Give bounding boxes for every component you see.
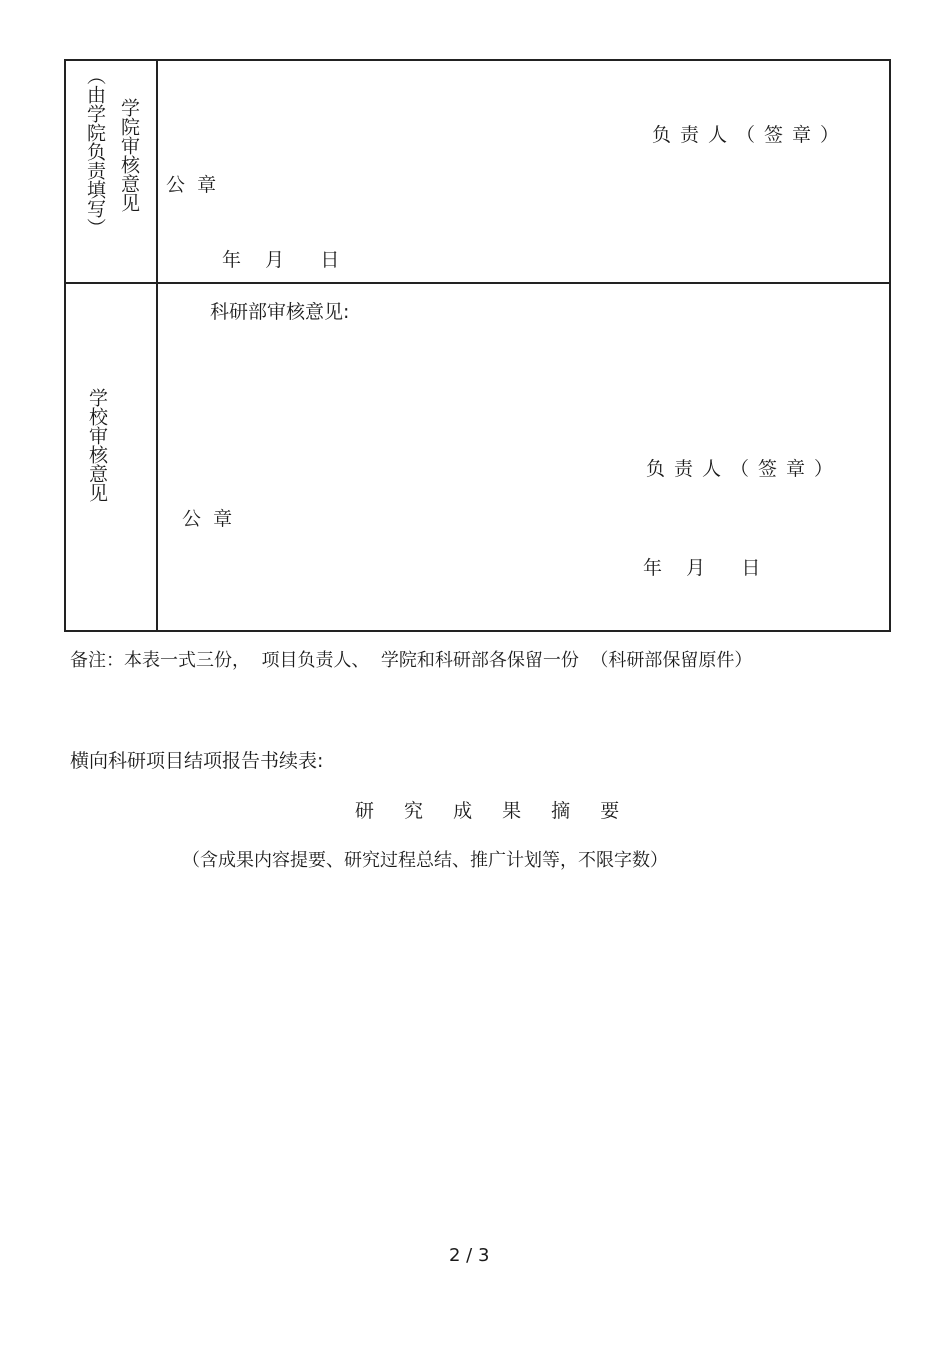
table-border-top xyxy=(64,59,890,61)
college-seal-label: 公 章 xyxy=(166,174,217,196)
remark-note: 备注：本表一式三份， 项目负责人、 学院和科研部各保留一份 （科研部保留原件） xyxy=(70,650,753,671)
table-border-middle xyxy=(64,282,890,284)
continuation-title: 横向科研项目结项报告书续表: xyxy=(70,750,324,772)
table-border-bottom xyxy=(64,630,890,632)
summary-subheading: （含成果内容提要、研究过程总结、推广计划等，不限字数） xyxy=(182,850,668,871)
table-border-left xyxy=(64,59,66,632)
table-border-right xyxy=(889,59,891,632)
table-column-divider xyxy=(156,59,158,632)
school-review-label: 学校审核意见 xyxy=(86,388,108,502)
school-seal-label: 公 章 xyxy=(182,508,233,530)
college-signer-label: 负责人（签章） xyxy=(652,124,849,146)
college-review-label-note: （由学院负责填写） xyxy=(84,66,106,237)
college-date-label: 年 月 日 xyxy=(222,249,340,271)
college-review-label: 学院审核意见 xyxy=(118,98,140,212)
school-signer-label: 负责人（签章） xyxy=(646,458,843,480)
summary-heading: 研 究 成 果 摘 要 xyxy=(355,800,632,822)
school-date-label: 年 月 日 xyxy=(643,557,761,579)
page-number: 2 / 3 xyxy=(449,1245,490,1266)
research-dept-opinion-label: 科研部审核意见: xyxy=(210,301,350,323)
